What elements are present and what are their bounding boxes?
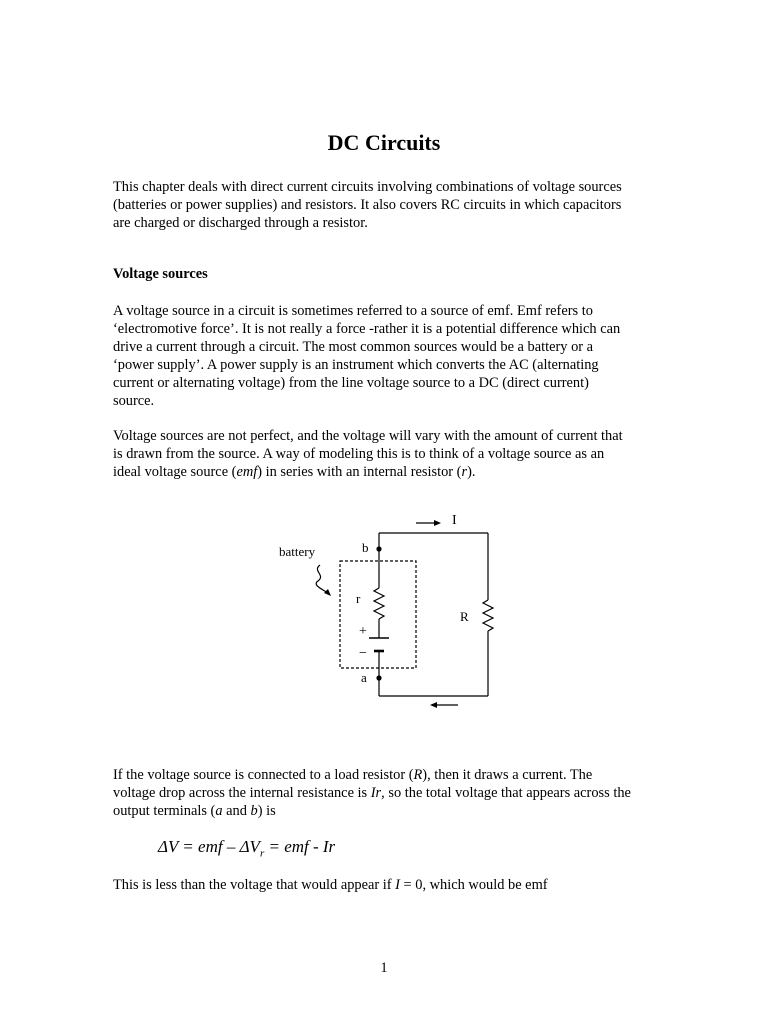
p3-line-2b: , so the total voltage that appears across the xyxy=(381,785,631,801)
plus-sign: + xyxy=(359,624,367,639)
vs-p1-line-1: A voltage source in a circuit is sometimes referred to a source of emf. Emf refers to xyxy=(113,303,593,319)
vs-p2-r: r xyxy=(461,464,468,480)
p4-I: I xyxy=(395,877,400,893)
vs-p2-line-3a: ideal voltage source ( xyxy=(113,464,237,480)
p4-text-b: = 0, which would be emf xyxy=(399,877,548,893)
conclusion-paragraph xyxy=(113,876,661,894)
p3-line-2a: voltage drop across the internal resistance is xyxy=(113,785,371,801)
load-resistor xyxy=(483,600,493,631)
intro-line-3: are charged or discharged through a resistor. xyxy=(113,215,368,231)
load-paragraph xyxy=(113,766,661,820)
battery-circuit-diagram xyxy=(270,505,500,715)
vs-p2-line-3c: ). xyxy=(467,464,476,480)
intro-line-1: This chapter deals with direct current circuits involving combinations of voltage sources xyxy=(113,179,622,195)
vs-p2-line-2: is drawn from the source. A way of modeling this is to think of a voltage source as an xyxy=(113,446,605,462)
p3-line-1b: ), then it draws a current. The xyxy=(422,767,593,783)
equation-subscript: r xyxy=(259,847,265,860)
p3-a: a xyxy=(215,803,223,819)
node-b-label: b xyxy=(362,540,369,555)
internal-resistor-label: r xyxy=(356,591,361,606)
vs-p1-line-6: source. xyxy=(113,393,155,409)
p3-line-3a: output terminals ( xyxy=(113,803,216,819)
p3-line-3b: ) is xyxy=(257,803,276,819)
node-b-dot xyxy=(376,546,381,551)
internal-resistor xyxy=(374,588,384,619)
p3-and: and xyxy=(222,803,251,819)
voltage-equation xyxy=(158,837,335,859)
node-a-label: a xyxy=(361,670,367,685)
page-title: DC Circuits xyxy=(327,130,441,155)
p3-b: b xyxy=(250,803,258,819)
vs-p2-line-1: Voltage sources are not perfect, and the voltage will vary with the amount of current that xyxy=(113,428,623,444)
vs-p1-line-5: current or alternating voltage) from the line voltage source to a DC (direct current) xyxy=(113,375,589,391)
load-resistor-label: R xyxy=(460,609,469,624)
voltage-sources-paragraph-2 xyxy=(113,427,661,481)
arrowhead-top xyxy=(434,520,441,526)
arrowhead-pointer xyxy=(324,589,331,596)
intro-paragraph xyxy=(113,178,661,232)
battery-pointer xyxy=(316,565,328,593)
arrowhead-bottom xyxy=(430,702,437,708)
p3-Ir: Ir xyxy=(370,785,382,801)
equation-part-1: ΔV = emf – ΔV xyxy=(158,837,260,856)
equation-part-2: = emf - Ir xyxy=(264,837,336,856)
voltage-sources-paragraph-1 xyxy=(113,302,661,410)
section-heading-voltage-sources: Voltage sources xyxy=(113,266,208,282)
vs-p1-line-3: drive a current through a circuit. The most common sources would be a battery or a xyxy=(113,339,594,355)
vs-p2-line-3b: ) in series with an internal resistor ( xyxy=(257,464,462,480)
vs-p2-emf: emf xyxy=(236,464,258,480)
page-number: 1 xyxy=(380,960,388,976)
intro-line-2: (batteries or power supplies) and resistors. It also covers RC circuits in which capacitors xyxy=(113,197,622,213)
vs-p1-line-2: ‘electromotive force’. It is not really a force -rather it is a potential difference which can xyxy=(113,321,621,337)
p3-R: R xyxy=(413,767,423,783)
current-label: I xyxy=(452,513,457,528)
node-a-dot xyxy=(376,675,381,680)
p4-text-a: This is less than the voltage that would appear if xyxy=(113,877,396,893)
p3-line-1a: If the voltage source is connected to a load resistor ( xyxy=(113,767,414,783)
battery-label: battery xyxy=(279,544,316,559)
vs-p1-line-4: ‘power supply’. A power supply is an instrument which converts the AC (alternating xyxy=(113,357,599,373)
minus-sign: − xyxy=(359,646,367,661)
